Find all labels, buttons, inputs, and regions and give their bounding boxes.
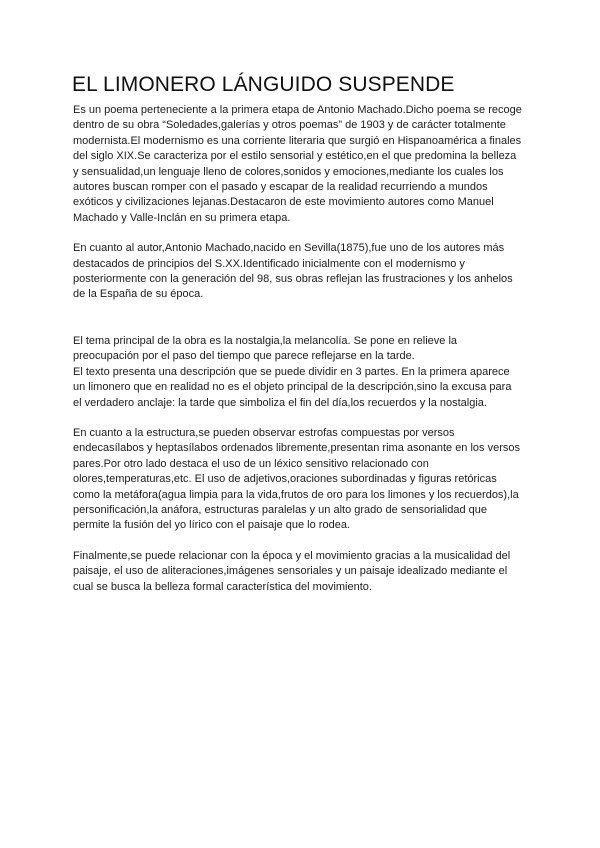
paragraph-conclusion: Finalmente,se puede relacionar con la época y el movimiento gracias a la musicalidad del paisaje, el uso de aliteraciones,imágenes sensoriales y un paisaje idealizado mediante el cual se busca la belleza formal característica del movimiento. — [73, 549, 511, 593]
paragraph-structure: En cuanto a la estructura,se pueden observar estrofas compuestas por versos endecasílabos y heptasílabos ordenados libremente,presentan rima asonante en los versos pares.Por otro lado destaca el uso de un léxico sensitivo relacionado con olores,temperaturas,etc. El uso de adjetivos,oraciones subordinadas y figuras retóricas como la metáfora(agua limpia para la vida,frutos de oro para los limones y los recuerdos),la personificación,la anáfora, estructuras paralelas y un alto grado de sensorialidad que permite la fusión del yo lírico con el paisaje que lo rodea. — [73, 426, 520, 532]
paragraph-spacer — [73, 534, 523, 549]
paragraph-description: El texto presenta una descripción que se puede dividir en 3 partes. En la primera aparece un limonero que en realidad no es el objeto principal de la descripción,sino la excusa para el verdadero anclaje: la tarde que simboliza el fin del día,los recuerdos y la nostalgia. — [73, 365, 512, 409]
document-body — [73, 103, 523, 595]
document-title: EL LIMONERO LÁNGUIDO SUSPENDE — [72, 73, 455, 96]
paragraph-spacer — [73, 303, 523, 334]
paragraph-spacer — [73, 226, 523, 241]
paragraph-theme: El tema principal de la obra es la nostalgia,la melancolía. Se pone en relieve la preocupación por el paso del tiempo que parece reflejarse en la tarde. — [73, 334, 458, 363]
paragraph-intro: Es un poema perteneciente a la primera etapa de Antonio Machado.Dicho poema se recoge dentro de su obra “Soledades,galerías y otros poemas” de 1903 y de carácter totalmente modernista.El modernismo es una corriente literaria que surgió en Hispanoamérica a finales del siglo XIX.Se caracteriza por el estilo sensorial y estético,en el que predomina la belleza y sensualidad,un lenguaje lleno de colores,sonidos y emociones,mediante los cuales los autores buscan romper con el pasado y escapar de la realidad recurriendo a mundos exóticos y civilizaciones lejanas.Destacaron de este movimiento autores como Manuel Machado y Valle-Inclán en su primera etapa. — [73, 104, 522, 224]
paragraph-author: En cuanto al autor,Antonio Machado,nacido en Sevilla(1875),fue uno de los autores más destacados de principios del S.XX.Identificado inicialmente con el modernismo y posteriormente con la generación del 98, sus obras reflejan las frustraciones y los anhelos de la España de su época. — [73, 242, 513, 301]
paragraph-spacer — [73, 411, 523, 426]
